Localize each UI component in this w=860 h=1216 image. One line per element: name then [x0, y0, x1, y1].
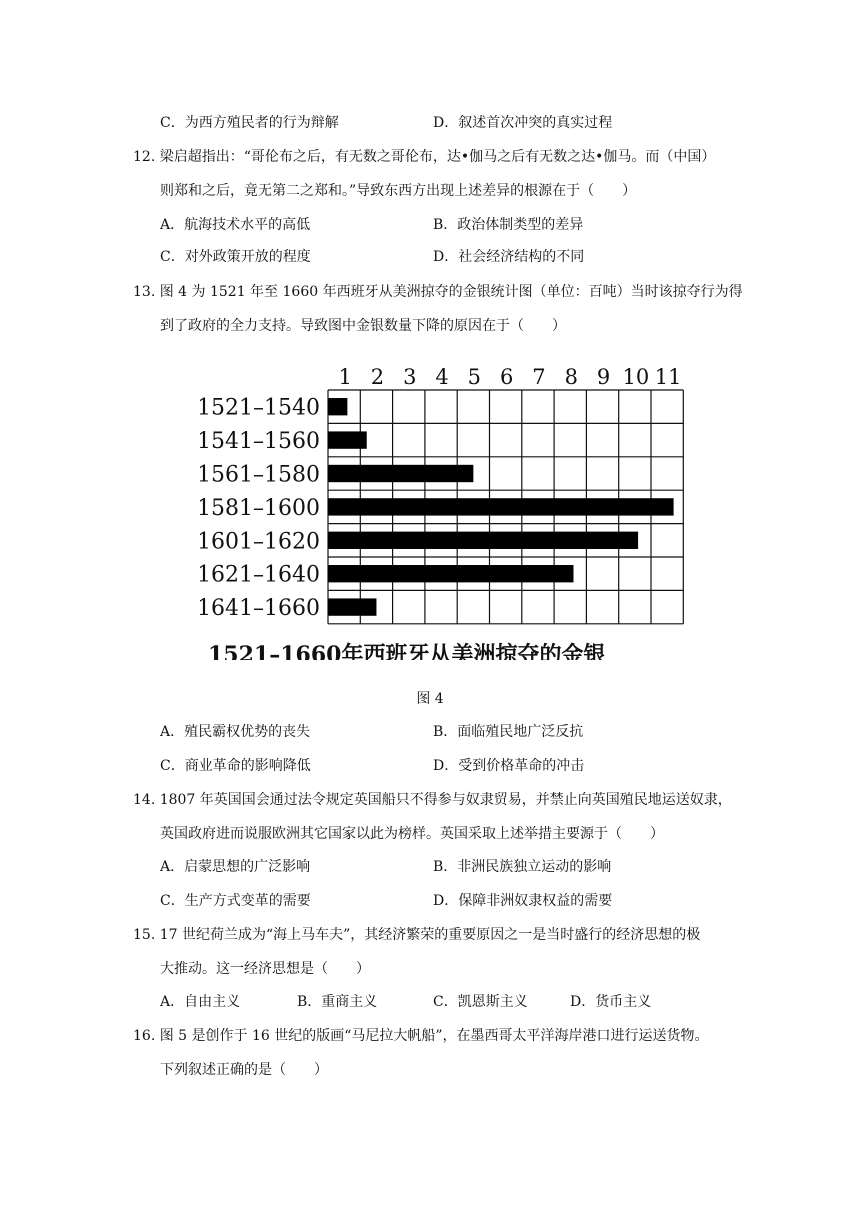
- bar: [328, 565, 573, 582]
- bar: [328, 398, 347, 415]
- x-tick-label: 6: [499, 365, 514, 389]
- bar: [328, 532, 638, 549]
- q13-stem-line2: 到了政府的全力支持。导致图中金银数量下降的原因在于（ ）: [160, 318, 566, 334]
- x-tick-label: 7: [532, 365, 546, 389]
- category-label: 1621–1640: [200, 562, 320, 588]
- bar: [328, 431, 367, 448]
- q13-stem-line1: 13. 图 4 为 1521 年至 1660 年西班牙从美洲掠夺的金银统计图（单位：百吨）当时该掠夺行为得: [133, 284, 743, 300]
- bar: [328, 498, 674, 515]
- category-label: 1601–1620: [200, 529, 320, 555]
- category-label: 1641–1660: [200, 596, 320, 622]
- category-label: 1541–1560: [200, 429, 320, 455]
- q13-option-b: B．面临殖民地广泛反抗: [433, 724, 584, 740]
- q14-option-d: D．保障非洲奴隶权益的需要: [433, 893, 613, 909]
- q14-option-b: B．非洲民族独立运动的影响: [433, 859, 612, 875]
- q14-stem-line2: 英国政府进而说服欧洲其它国家以此为榜样。英国采取上述举措主要源于（ ）: [160, 826, 664, 842]
- q15-option-a: A．自由主义: [160, 994, 241, 1010]
- figure-4-label: 图 4: [416, 691, 444, 707]
- q12-stem-line1: 12. 梁启超指出：“哥伦布之后，有无数之哥伦布，达•伽马之后有无数之达•伽马。而（中国）: [133, 149, 716, 165]
- q11-option-d: D．叙述首次冲突的真实过程: [433, 115, 613, 131]
- x-tick-label: 1: [338, 365, 352, 389]
- q14-option-a: A．启蒙思想的广泛影响: [160, 859, 311, 875]
- bar-chart: [200, 360, 700, 660]
- bar: [328, 465, 473, 482]
- q12-option-b: B．政治体制类型的差异: [433, 217, 584, 233]
- q15-option-d: D．货币主义: [570, 994, 652, 1010]
- x-tick-label: 2: [370, 365, 385, 389]
- q11-option-c: C．为西方殖民者的行为辩解: [160, 115, 339, 131]
- q12-option-a: A．航海技术水平的高低: [160, 217, 311, 233]
- x-tick-label: 4: [435, 365, 449, 389]
- q16-stem-line1: 16. 图 5 是创作于 16 世纪的版画“马尼拉大帆船”，在墨西哥太平洋海岸港口进行运送货物。: [133, 1028, 709, 1044]
- x-tick-label: 9: [596, 365, 611, 389]
- q15-option-b: B．重商主义: [297, 994, 378, 1010]
- category-label: 1581–1600: [200, 495, 320, 521]
- x-tick-label: 8: [564, 365, 578, 389]
- bar: [328, 598, 376, 615]
- figure-4-chart: [200, 360, 700, 660]
- q12-stem-line2: 则郑和之后，竟无第二之郑和。”导致东西方出现上述差异的根源在于（ ）: [160, 183, 637, 199]
- q15-stem-line1: 15. 17 世纪荷兰成为“海上马车夫”，其经济繁荣的重要原因之一是当时盛行的经济思想的极: [133, 927, 701, 943]
- x-tick-label: 10: [622, 365, 650, 389]
- q13-option-c: C．商业革命的影响降低: [160, 758, 311, 774]
- q14-stem-line1: 14. 1807 年英国国会通过法令规定英国船只不得参与奴隶贸易，并禁止向英国殖民地运送奴隶，: [133, 792, 732, 808]
- x-tick-label: 3: [403, 365, 417, 389]
- category-label: 1561–1580: [200, 462, 320, 488]
- x-tick-label: 5: [467, 365, 482, 389]
- q12-option-d: D．社会经济结构的不同: [433, 249, 585, 265]
- q15-stem-line2: 大推动。这一经济思想是（ ）: [160, 961, 370, 977]
- category-label: 1521–1540: [200, 395, 320, 421]
- q15-option-c: C．凯恩斯主义: [433, 994, 528, 1010]
- q12-option-c: C．对外政策开放的程度: [160, 249, 311, 265]
- q13-option-a: A．殖民霸权优势的丧失: [160, 724, 311, 740]
- x-tick-label: 11: [654, 365, 682, 389]
- q13-option-d: D．受到价格革命的冲击: [433, 758, 585, 774]
- q14-option-c: C．生产方式变革的需要: [160, 893, 311, 909]
- chart-title: 1521–1660年西班牙从美洲掠夺的金银: [208, 641, 606, 660]
- q16-stem-line2: 下列叙述正确的是（ ）: [160, 1062, 328, 1078]
